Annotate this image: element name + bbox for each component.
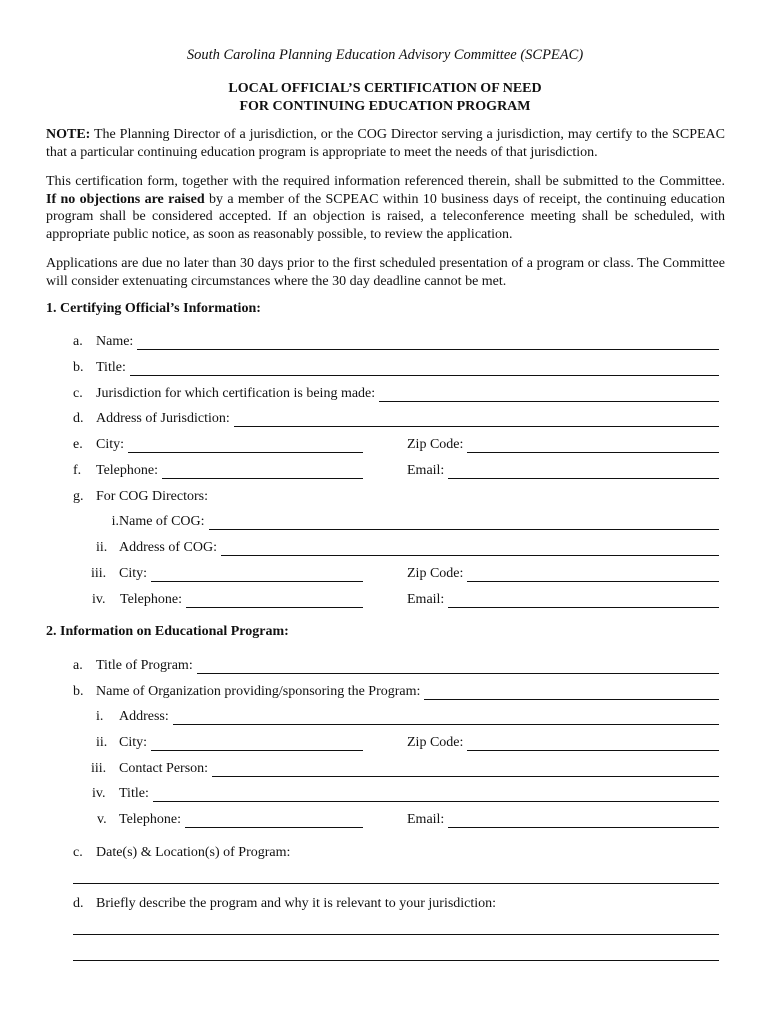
contact-email-label: Email: [407,812,445,827]
cog-city-row [91,564,363,582]
cog-name-field[interactable] [209,515,719,530]
item-marker: i. [111,514,119,529]
jurisdiction-row [73,384,719,402]
organization-field[interactable] [424,685,719,700]
dates-locations-row [73,843,719,861]
cog-directors-row [73,487,719,505]
cog-city-label: City: [119,566,148,581]
cog-email-label: Email: [407,592,445,607]
org-address-label: Address: [119,709,169,724]
email-label: Email: [407,463,445,478]
deadline-paragraph: Applications are due no later than 30 days prior to the first scheduled presentation of a program or class. The Committee will consider extenuating circumstances where the 30 day deadline cannot be met. [46,256,725,289]
note-label: NOTE: [46,127,91,142]
cog-name-row [96,512,719,530]
jurisdiction-address-row [73,409,719,427]
organization-label: Name of Organization providing/sponsoring the Program: [96,684,421,699]
description-field-line-2[interactable] [73,960,719,961]
item-marker: iv. [92,592,106,607]
program-title-label: Title of Program: [96,658,193,673]
telephone-label: Telephone: [96,463,158,478]
city-field[interactable] [128,438,363,453]
cog-email-field[interactable] [448,593,719,608]
cog-telephone-row [92,590,363,608]
submission-text-end: by a member of the SCPEAC within 10 business days of receipt, the continuing education program shall be considered accepted. If an objection is raised, a teleconference meeting shall be scheduled, with appropriate public notice, as soon as reasonably possible, to review the application. [46,191,725,242]
committee-header: South Carolina Planning Education Advisory Committee (SCPEAC) [186,47,584,63]
form-title-line-2: FOR CONTINUING EDUCATION PROGRAM [239,99,531,114]
zip-field[interactable] [467,438,719,453]
submission-paragraph [46,173,725,243]
description-label: Briefly describe the program and why it is relevant to your jurisdiction: [96,896,497,911]
cog-zip-field[interactable] [467,567,719,582]
org-zip-field[interactable] [467,736,719,751]
contact-email-row [407,810,719,828]
cog-address-field[interactable] [221,541,719,556]
cog-city-field[interactable] [151,567,363,582]
title-label: Title: [96,360,126,375]
contact-telephone-field[interactable] [185,813,363,828]
item-marker: d. [73,411,84,426]
item-marker: iii. [91,566,107,581]
program-title-row [73,656,719,674]
contact-title-field[interactable] [153,787,719,802]
item-marker: i. [96,709,104,724]
contact-person-field[interactable] [212,762,719,777]
contact-title-row [92,784,719,802]
title-row [73,358,719,376]
section-1-heading: 1. Certifying Official’s Information: [46,301,261,316]
cog-address-label: Address of COG: [119,540,217,555]
org-city-label: City: [119,735,148,750]
contact-person-row [91,759,719,777]
telephone-field[interactable] [162,464,363,479]
description-field-line-1[interactable] [73,934,719,935]
org-zip-label: Zip Code: [407,735,464,750]
cog-zip-row [407,564,719,582]
description-row [73,894,719,912]
organization-row [73,682,719,700]
form-title-line-1: LOCAL OFFICIAL’S CERTIFICATION OF NEED [228,81,542,96]
cog-telephone-field[interactable] [186,593,363,608]
name-label: Name: [96,334,134,349]
org-zip-row [407,733,719,751]
note-text: The Planning Director of a jurisdiction, or the COG Director serving a jurisdiction, may certify to the SCPEAC that a particular continuing education program is appropriate to meet the needs of that jurisdiction. [46,127,725,160]
contact-telephone-row [97,810,363,828]
jurisdiction-field[interactable] [379,387,719,402]
zip-label: Zip Code: [407,437,464,452]
item-marker: iii. [91,761,107,776]
contact-email-field[interactable] [448,813,719,828]
item-marker: c. [73,845,83,860]
item-marker: b. [73,684,84,699]
contact-telephone-label: Telephone: [119,812,181,827]
item-marker: g. [73,489,84,504]
org-city-row [96,733,363,751]
cog-name-label: Name of COG: [119,514,205,529]
cog-email-row [407,590,719,608]
org-address-field[interactable] [173,710,719,725]
cog-directors-label: For COG Directors: [96,489,208,504]
contact-person-label: Contact Person: [119,761,209,776]
item-marker: d. [73,896,84,911]
dates-locations-field[interactable] [73,883,719,884]
section-2-heading: 2. Information on Educational Program: [46,624,289,639]
item-marker: b. [73,360,84,375]
email-field[interactable] [448,464,719,479]
dates-locations-label: Date(s) & Location(s) of Program: [96,845,291,860]
jurisdiction-address-label: Address of Jurisdiction: [96,411,230,426]
cog-zip-label: Zip Code: [407,566,464,581]
name-row [73,332,719,350]
submission-text-start: This certification form, together with the required information referenced therein, shall be submitted to the Committee. [46,174,725,189]
item-marker: a. [73,658,83,673]
item-marker: ii. [96,735,108,750]
item-marker: f. [73,463,82,478]
submission-text-bold: If no objections are raised [46,191,205,207]
item-marker: iv. [92,786,106,801]
contact-title-label: Title: [119,786,149,801]
item-marker: a. [73,334,83,349]
title-field[interactable] [130,361,719,376]
item-marker: ii. [96,540,108,555]
city-label: City: [96,437,125,452]
city-row [73,435,363,453]
zip-row [407,435,719,453]
telephone-row [73,461,363,479]
item-marker: v. [97,812,107,827]
program-title-field[interactable] [197,659,719,674]
item-marker: e. [73,437,83,452]
item-marker: c. [73,386,83,401]
org-address-row [96,707,719,725]
cog-address-row [96,538,719,556]
jurisdiction-address-field[interactable] [234,412,719,427]
email-row [407,461,719,479]
org-city-field[interactable] [151,736,363,751]
cog-telephone-label: Telephone: [120,592,182,607]
note-paragraph [46,126,725,161]
jurisdiction-label: Jurisdiction for which certification is being made: [96,386,376,401]
name-field[interactable] [137,335,719,350]
